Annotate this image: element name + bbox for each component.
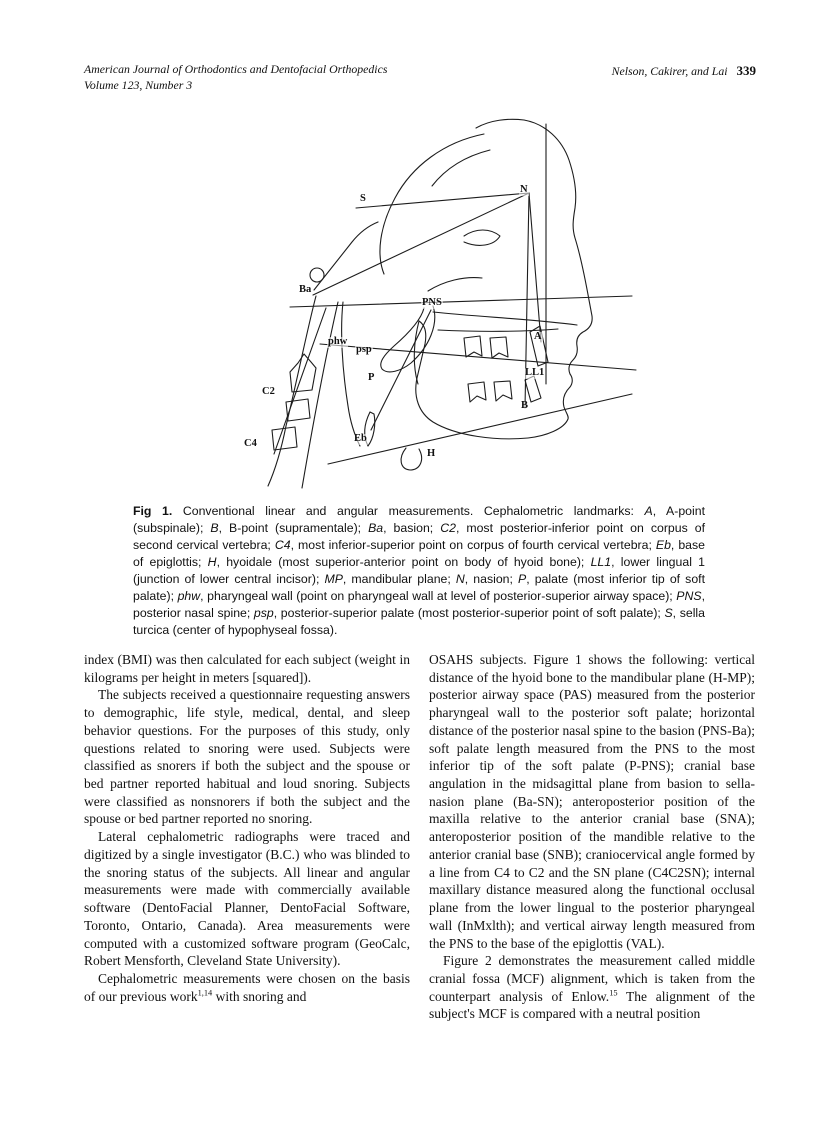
journal-info <box>84 62 387 93</box>
body-paragraph <box>84 828 410 970</box>
text-segment: Lateral cephalometric radiographs were traced and digitized by a single investigator (B.C.) who was blinded to the snoring status of the subjects. All linear and angular measurements were made with commercially available software (DentoFacial Planner, DentoFacial Software, Toronto, Ontario, Canada). Area measurements were computed with a customized software program (GeoCalc, Robert Mensforth, Cleveland State University). <box>84 829 410 969</box>
landmark-label-PNS: PNS <box>422 297 442 308</box>
c4-vertebra <box>272 427 297 450</box>
pns-ba-line <box>290 296 632 307</box>
running-head <box>612 62 756 80</box>
text-segment: , B-point (supramentale); <box>218 521 369 536</box>
text-segment: , posterior-superior palate (most posterior-superior point of soft palate); <box>273 606 665 621</box>
landmark-label-C4: C4 <box>244 438 257 449</box>
page-number: 339 <box>736 63 756 78</box>
hyoid-outline <box>401 448 422 470</box>
text-segment: , sella turcica (center of hypophyseal fossa). <box>133 606 705 638</box>
orbit-outline <box>464 230 500 245</box>
text-segment: , basion; <box>383 521 441 536</box>
landmark-label-psp: psp <box>356 344 372 355</box>
text-segment: with snoring and <box>212 988 307 1004</box>
pharyngeal-wall-line <box>342 302 360 446</box>
text-segment: Eb <box>655 538 671 553</box>
text-segment: , most posterior-inferior point on corpus of second cervical vertebra; <box>133 521 705 553</box>
figure-caption <box>133 503 705 639</box>
reference-superscript: 15 <box>609 988 618 998</box>
palatal-plane-line <box>433 312 577 325</box>
landmark-label-C2: C2 <box>262 386 275 397</box>
body-paragraph <box>429 952 755 1023</box>
page-header <box>84 62 756 93</box>
text-segment: The alignment of the subject's MCF is compared with a neutral position <box>429 988 755 1022</box>
text-segment: B <box>210 521 219 536</box>
body-paragraph <box>429 651 755 952</box>
ba-n-line <box>313 193 529 295</box>
text-segment: Conventional linear and angular measurements. Cephalometric landmarks: <box>172 504 645 518</box>
lower-molar-1 <box>468 382 486 402</box>
text-segment: P <box>518 572 527 587</box>
text-segment: H <box>207 555 217 570</box>
text-segment: , most inferior-superior point on corpus of fourth cervical vertebra; <box>290 538 656 553</box>
left-column <box>84 651 410 1023</box>
landmark-label-A: A <box>534 331 542 342</box>
soft-palate-outline <box>381 306 435 372</box>
text-segment: , hyoidale (most superior-anterior point on body of hyoid bone); <box>216 555 591 570</box>
landmark-label-LL1: LL1 <box>525 367 545 378</box>
facial-profile-outline <box>416 120 592 439</box>
text-segment: Cephalometric measurements were chosen on the basis of our previous work <box>84 970 410 1004</box>
authors: Nelson, Cakirer, and Lai <box>611 64 728 78</box>
body-paragraph <box>84 686 410 828</box>
landmark-label-B: B <box>521 400 529 411</box>
text-segment: , lower lingual 1 (junction of lower central incisor); <box>133 555 705 587</box>
body-paragraph <box>84 651 410 686</box>
text-segment: The subjects received a questionnaire requesting answers to demographic, life style, medical, dental, and sleep behavior questions. For the purposes of this study, only questions related to snoring were used. Subjects were classified as snorers if both the subject and the spouse or bed partner reported habitual and loud snoring. Subjects were classified as nonsnorers if both the subject and the spouse or bed partner reported no snoring. <box>84 687 410 827</box>
text-segment: , pharyngeal wall (point on pharyngeal wall at level of posterior-superior airway space); <box>200 589 677 604</box>
text-segment: A <box>644 504 653 518</box>
landmark-label-P: P <box>368 372 375 383</box>
upper-molar-2 <box>490 337 508 358</box>
cranial-inner-line <box>432 150 490 186</box>
text-segment: , A-point (subspinale); <box>133 504 705 536</box>
text-segment: C2 <box>440 521 456 536</box>
landmark-label-H: H <box>427 448 436 459</box>
text-segment: phw <box>177 589 201 604</box>
text-segment: N <box>455 572 465 587</box>
text-segment: , mandibular plane; <box>342 572 456 587</box>
c4c2-line <box>274 308 326 454</box>
nasal-floor-line <box>428 278 482 291</box>
head-top-line <box>476 119 524 128</box>
text-segment: Fig 1. <box>133 504 173 518</box>
text-segment: C4 <box>274 538 291 553</box>
landmark-label-S: S <box>360 193 366 204</box>
text-segment: , base of epiglottis; <box>133 538 705 570</box>
landmark-label-Eb: Eb <box>354 433 367 444</box>
landmark-label-phw: phw <box>328 336 348 347</box>
text-segment: psp <box>253 606 274 621</box>
journal-volume: Volume 123, Number 3 <box>84 77 193 92</box>
cranial-vault-line <box>380 134 484 274</box>
mandibular-plane-line <box>328 394 632 464</box>
text-segment: index (BMI) was then calculated for each subject (weight in kilograms per height in meters [squared]). <box>84 652 410 685</box>
text-segment: PNS <box>676 589 702 604</box>
journal-title: American Journal of Orthodontics and Dentofacial Orthopedics <box>84 62 388 76</box>
text-segment: , posterior nasal spine; <box>133 589 705 621</box>
landmark-label-N: N <box>520 184 528 195</box>
text-segment: LL1 <box>590 555 612 570</box>
body-text <box>84 651 756 1023</box>
text-segment: Figure 2 demonstrates the measurement called middle cranial fossa (MCF) alignment, which is taken from the counterpart analysis of Enlow. <box>429 953 755 1004</box>
text-segment: Ba <box>368 521 384 536</box>
reference-superscript: 1,14 <box>197 988 213 998</box>
body-paragraph <box>84 970 410 1005</box>
text-segment: , palate (most inferior tip of soft palate); <box>133 572 705 604</box>
lower-molar-2 <box>494 381 512 401</box>
text-segment: OSAHS subjects. Figure 1 shows the following: vertical distance of the hyoid bone to the mandibular plane (H-MP); posterior airway space (PAS) measured from the posterior pharyngeal wall to the posterior soft palate; horizontal distance of the posterior nasal spine to the basion (PNS-Ba); soft palate length measured from the PNS to the most inferior tip of the soft palate (P-PNS); cranial base angulation in the midsagittal plane from basion to sella-nasion plane (Ba-SN); anteroposterior position of the maxilla relative to the anterior cranial base (SNA); anteroposterior position of the mandible relative to the anterior cranial base (SNB); craniocervical angle formed by a line from C4 to C2 and the SN plane (C4C2SN); internal maxillary distance measured along the functional occlusal plane from the lower lingual to the posterior pharyngeal wall (InMxlth); and vertical airway length measured from the PNS to the base of the epiglottis (VAL). <box>429 652 755 951</box>
text-segment: , nasion; <box>464 572 519 587</box>
right-column <box>429 651 755 1023</box>
cephalometric-tracing <box>228 116 648 498</box>
text-segment: S <box>664 606 673 621</box>
lower-incisor <box>525 376 541 402</box>
text-segment: MP <box>324 572 343 587</box>
figure-1 <box>133 116 705 639</box>
landmark-label-Ba: Ba <box>299 284 312 295</box>
upper-molar-1 <box>464 336 482 357</box>
